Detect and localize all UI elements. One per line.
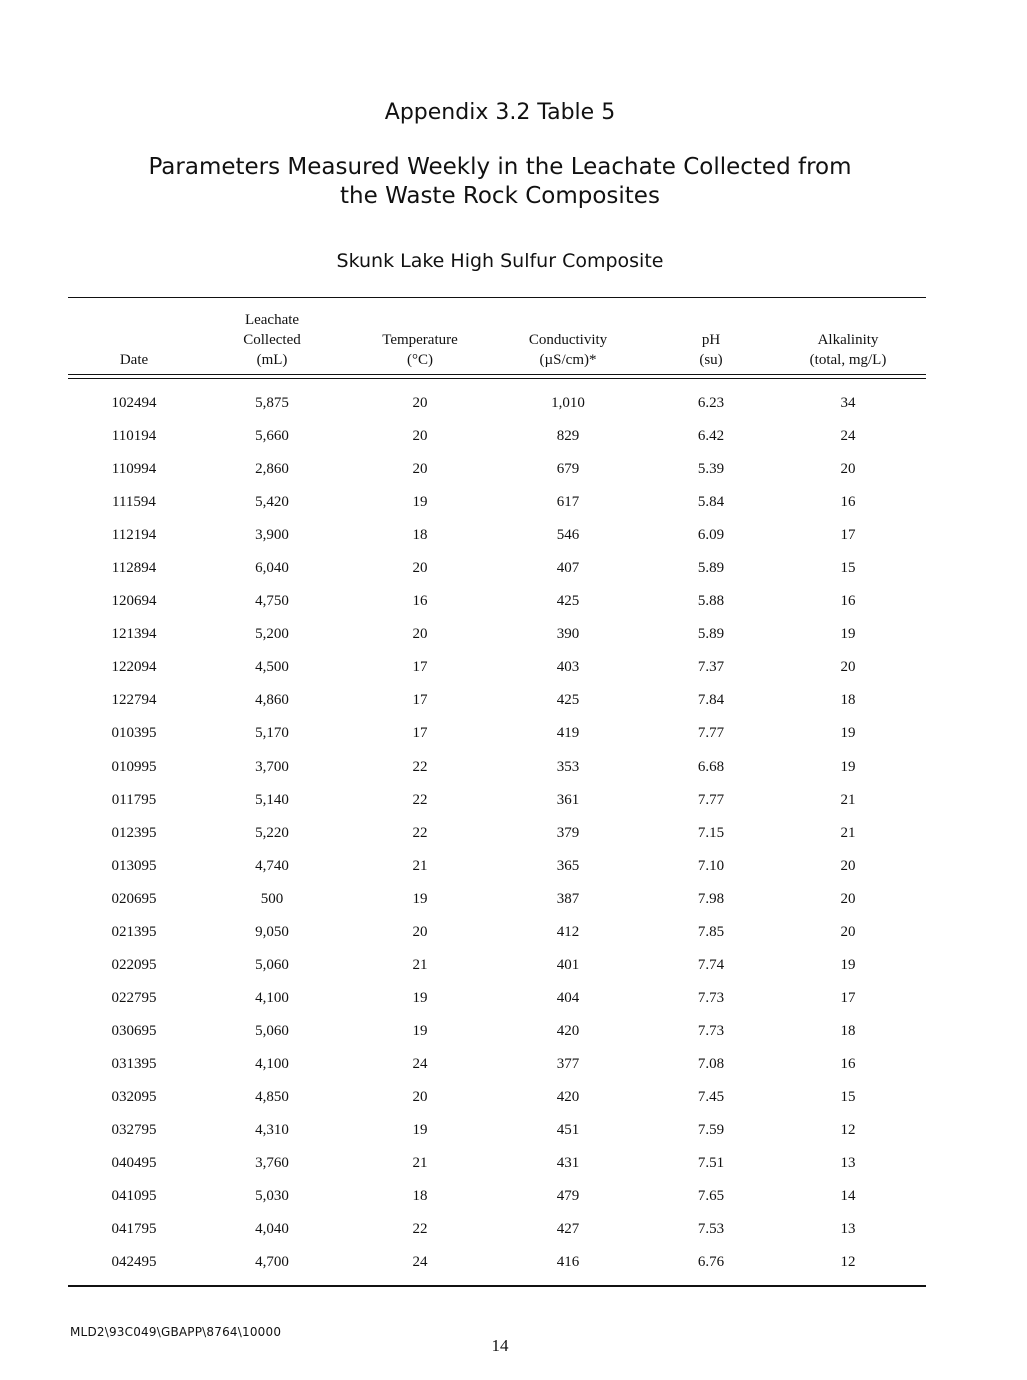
table-row — [68, 919, 926, 952]
table-row — [68, 1018, 926, 1051]
column-header-line: (su) — [699, 352, 723, 368]
cell-leachate-collected: 4,750 — [255, 593, 289, 610]
table-row — [68, 985, 926, 1018]
cell-conductivity: 353 — [556, 758, 580, 775]
cell-alkalinity: 19 — [840, 956, 856, 973]
cell-temperature: 17 — [412, 725, 428, 742]
column-header-date — [88, 350, 180, 370]
cell-alkalinity: 16 — [840, 593, 856, 610]
cell-alkalinity: 19 — [840, 626, 856, 643]
cell-alkalinity: 34 — [840, 395, 856, 411]
column-header-line: Collected — [243, 332, 301, 348]
cell-alkalinity: 20 — [840, 461, 856, 478]
cell-date: 122794 — [111, 692, 157, 709]
cell-alkalinity: 21 — [840, 791, 856, 808]
cell-conductivity: 479 — [556, 1188, 580, 1205]
cell-ph: 7.37 — [697, 659, 725, 676]
table-header-row — [68, 298, 926, 374]
cell-temperature: 20 — [412, 560, 428, 577]
cell-date: 013095 — [111, 857, 157, 874]
cell-temperature: 19 — [412, 1122, 428, 1139]
column-header-line: pH — [701, 332, 721, 348]
cell-conductivity: 420 — [556, 1022, 580, 1039]
cell-date: 121394 — [111, 626, 157, 643]
cell-date: 022795 — [111, 989, 157, 1006]
cell-ph: 5.39 — [697, 461, 725, 478]
column-header-line: Alkalinity — [817, 332, 879, 348]
cell-leachate-collected: 5,420 — [255, 494, 289, 511]
cell-temperature: 22 — [412, 758, 428, 775]
cell-date: 031395 — [111, 1055, 157, 1072]
cell-ph: 7.59 — [697, 1122, 725, 1139]
column-header-conductivity — [512, 330, 624, 370]
cell-ph: 7.51 — [697, 1155, 725, 1172]
table-row — [68, 423, 926, 456]
cell-temperature: 16 — [412, 593, 428, 610]
cell-leachate-collected: 4,850 — [255, 1088, 289, 1105]
cell-temperature: 22 — [412, 1221, 428, 1238]
cell-temperature: 24 — [412, 1055, 428, 1072]
column-header-line: (µS/cm)* — [539, 352, 597, 368]
table-row — [68, 1249, 926, 1282]
table-row — [68, 1216, 926, 1249]
cell-conductivity: 1,010 — [551, 395, 585, 411]
cell-leachate-collected: 5,060 — [255, 1022, 289, 1039]
cell-temperature: 18 — [412, 527, 428, 544]
cell-alkalinity: 17 — [840, 989, 856, 1006]
cell-conductivity: 361 — [556, 791, 580, 808]
cell-date: 122094 — [111, 659, 157, 676]
table-row — [68, 1117, 926, 1150]
cell-date: 110994 — [111, 461, 157, 478]
cell-leachate-collected: 5,660 — [255, 428, 289, 445]
table-bottom-rule — [68, 1285, 926, 1287]
cell-leachate-collected: 5,875 — [255, 395, 289, 411]
cell-date: 040495 — [111, 1155, 157, 1172]
table-row — [68, 522, 926, 555]
cell-ph: 5.84 — [697, 494, 725, 511]
table-row — [68, 555, 926, 588]
cell-date: 021395 — [111, 923, 157, 940]
cell-leachate-collected: 4,040 — [255, 1221, 289, 1238]
cell-conductivity: 379 — [556, 824, 580, 841]
cell-leachate-collected: 5,060 — [255, 956, 289, 973]
cell-conductivity: 416 — [556, 1254, 580, 1271]
cell-alkalinity: 18 — [840, 1022, 856, 1039]
table-row — [68, 456, 926, 489]
column-header-line: (°C) — [407, 352, 433, 368]
cell-leachate-collected: 5,030 — [255, 1188, 289, 1205]
cell-date: 041095 — [111, 1188, 157, 1205]
column-header-line: Conductivity — [528, 332, 608, 348]
cell-leachate-collected: 3,900 — [255, 527, 289, 544]
column-header-line: Date — [119, 352, 149, 368]
table-row — [68, 390, 926, 423]
cell-alkalinity: 19 — [840, 758, 856, 775]
cell-conductivity: 431 — [556, 1155, 580, 1172]
cell-temperature: 20 — [412, 1088, 428, 1105]
cell-date: 120694 — [111, 593, 157, 610]
page-number: 14 — [491, 1336, 509, 1355]
cell-alkalinity: 19 — [840, 725, 856, 742]
cell-ph: 6.23 — [697, 395, 725, 411]
table-row — [68, 588, 926, 621]
cell-date: 030695 — [111, 1022, 157, 1039]
cell-leachate-collected: 5,170 — [255, 725, 289, 742]
cell-temperature: 18 — [412, 1188, 428, 1205]
cell-leachate-collected: 5,200 — [255, 626, 289, 643]
cell-date: 112194 — [111, 527, 157, 544]
cell-ph: 7.08 — [697, 1055, 725, 1072]
cell-leachate-collected: 4,500 — [255, 659, 289, 676]
table-row — [68, 754, 926, 787]
appendix-title: Appendix 3.2 Table 5 — [384, 100, 616, 125]
cell-date: 110194 — [111, 428, 157, 445]
cell-conductivity: 419 — [556, 725, 580, 742]
cell-leachate-collected: 500 — [260, 890, 284, 907]
cell-date: 112894 — [111, 560, 157, 577]
cell-temperature: 22 — [412, 824, 428, 841]
column-header-line: (mL) — [256, 352, 288, 368]
cell-alkalinity: 20 — [840, 659, 856, 676]
cell-temperature: 19 — [412, 989, 428, 1006]
cell-conductivity: 829 — [556, 428, 580, 445]
table-row — [68, 952, 926, 985]
cell-date: 010995 — [111, 758, 157, 775]
table-row — [68, 1084, 926, 1117]
column-header-line: Leachate — [244, 312, 300, 328]
cell-temperature: 22 — [412, 791, 428, 808]
cell-leachate-collected: 4,860 — [255, 692, 289, 709]
table-body — [68, 379, 926, 1285]
cell-leachate-collected: 4,740 — [255, 857, 289, 874]
cell-alkalinity: 20 — [840, 923, 856, 940]
table-row — [68, 1183, 926, 1216]
cell-ph: 5.89 — [697, 626, 725, 643]
cell-leachate-collected: 3,760 — [255, 1155, 289, 1172]
cell-alkalinity: 13 — [840, 1221, 856, 1238]
cell-temperature: 17 — [412, 692, 428, 709]
cell-ph: 7.73 — [697, 1022, 725, 1039]
cell-date: 032795 — [111, 1122, 157, 1139]
cell-conductivity: 425 — [556, 692, 580, 709]
cell-alkalinity: 16 — [840, 1055, 856, 1072]
cell-temperature: 20 — [412, 923, 428, 940]
cell-temperature: 19 — [412, 494, 428, 511]
cell-date: 011795 — [111, 791, 157, 808]
cell-conductivity: 451 — [556, 1122, 580, 1139]
document-title — [0, 153, 1000, 211]
cell-temperature: 21 — [412, 956, 428, 973]
column-header-ph — [681, 330, 741, 370]
cell-date: 012395 — [111, 824, 157, 841]
table-row — [68, 489, 926, 522]
cell-ph: 5.89 — [697, 560, 725, 577]
cell-leachate-collected: 5,220 — [255, 824, 289, 841]
cell-alkalinity: 12 — [840, 1122, 856, 1139]
cell-alkalinity: 17 — [840, 527, 856, 544]
cell-conductivity: 546 — [556, 527, 580, 544]
cell-conductivity: 401 — [556, 956, 580, 973]
document-title-line-2: the Waste Rock Composites — [340, 183, 660, 209]
table-row — [68, 1051, 926, 1084]
cell-ph: 7.74 — [697, 956, 725, 973]
table-row — [68, 687, 926, 720]
cell-temperature: 19 — [412, 1022, 428, 1039]
cell-leachate-collected: 4,100 — [255, 989, 289, 1006]
table-row — [68, 621, 926, 654]
cell-conductivity: 404 — [556, 989, 580, 1006]
cell-alkalinity: 15 — [840, 560, 856, 577]
cell-temperature: 21 — [412, 857, 428, 874]
table-row — [68, 654, 926, 687]
cell-temperature: 17 — [412, 659, 428, 676]
table-row — [68, 787, 926, 820]
column-header-line: Temperature — [382, 332, 458, 348]
cell-date: 041795 — [111, 1221, 157, 1238]
cell-alkalinity: 18 — [840, 692, 856, 709]
cell-leachate-collected: 3,700 — [255, 758, 289, 775]
cell-temperature: 21 — [412, 1155, 428, 1172]
cell-temperature: 20 — [412, 395, 428, 411]
cell-ph: 6.09 — [697, 527, 725, 544]
document-title-line-1: Parameters Measured Weekly in the Leachate Collected from — [148, 154, 852, 180]
cell-date: 102494 — [111, 395, 157, 411]
cell-alkalinity: 15 — [840, 1088, 856, 1105]
cell-conductivity: 407 — [556, 560, 580, 577]
cell-date: 042495 — [111, 1254, 157, 1271]
cell-temperature: 20 — [412, 626, 428, 643]
cell-ph: 7.84 — [697, 692, 725, 709]
cell-alkalinity: 16 — [840, 494, 856, 511]
footer-file-code: MLD2\93C049\GBAPP\8764\10000 — [70, 1325, 282, 1339]
cell-conductivity: 679 — [556, 461, 580, 478]
cell-date: 020695 — [111, 890, 157, 907]
cell-temperature: 24 — [412, 1254, 428, 1271]
table-row — [68, 853, 926, 886]
cell-ph: 6.76 — [697, 1254, 725, 1271]
cell-ph: 6.68 — [697, 758, 725, 775]
cell-ph: 7.85 — [697, 923, 725, 940]
cell-leachate-collected: 4,700 — [255, 1254, 289, 1271]
cell-conductivity: 425 — [556, 593, 580, 610]
cell-ph: 7.98 — [697, 890, 725, 907]
column-header-temperature — [362, 330, 478, 370]
cell-conductivity: 387 — [556, 890, 580, 907]
cell-ph: 5.88 — [697, 593, 725, 610]
cell-leachate-collected: 4,310 — [255, 1122, 289, 1139]
cell-leachate-collected: 5,140 — [255, 791, 289, 808]
cell-date: 010395 — [111, 725, 157, 742]
cell-alkalinity: 24 — [840, 428, 856, 445]
cell-alkalinity: 13 — [840, 1155, 856, 1172]
cell-alkalinity: 21 — [840, 824, 856, 841]
cell-date: 032095 — [111, 1088, 157, 1105]
cell-ph: 7.65 — [697, 1188, 725, 1205]
cell-date: 111594 — [112, 494, 156, 511]
cell-alkalinity: 20 — [840, 857, 856, 874]
cell-date: 022095 — [111, 956, 157, 973]
cell-alkalinity: 12 — [840, 1254, 856, 1271]
cell-ph: 7.77 — [697, 725, 725, 742]
table-row — [68, 886, 926, 919]
column-header-leachate-collected — [231, 310, 313, 370]
cell-conductivity: 617 — [556, 494, 580, 511]
column-header-line: (total, mg/L) — [809, 352, 887, 368]
cell-temperature: 19 — [412, 890, 428, 907]
data-table — [68, 297, 926, 1287]
cell-leachate-collected: 9,050 — [255, 923, 289, 940]
cell-leachate-collected: 4,100 — [255, 1055, 289, 1072]
cell-alkalinity: 14 — [840, 1188, 856, 1205]
cell-conductivity: 412 — [556, 923, 580, 940]
cell-conductivity: 403 — [556, 659, 580, 676]
cell-temperature: 20 — [412, 428, 428, 445]
table-row — [68, 720, 926, 753]
cell-ph: 6.42 — [697, 428, 725, 445]
table-subtitle: Skunk Lake High Sulfur Composite — [336, 250, 664, 272]
cell-conductivity: 420 — [556, 1088, 580, 1105]
cell-ph: 7.73 — [697, 989, 725, 1006]
cell-leachate-collected: 6,040 — [255, 560, 289, 577]
cell-leachate-collected: 2,860 — [255, 461, 289, 478]
cell-conductivity: 365 — [556, 857, 580, 874]
cell-ph: 7.53 — [697, 1221, 725, 1238]
cell-conductivity: 377 — [556, 1055, 580, 1072]
cell-ph: 7.45 — [697, 1088, 725, 1105]
column-header-alkalinity — [798, 330, 898, 370]
cell-ph: 7.15 — [697, 824, 725, 841]
cell-conductivity: 390 — [556, 626, 580, 643]
table-row — [68, 820, 926, 853]
cell-conductivity: 427 — [556, 1221, 580, 1238]
table-row — [68, 1150, 926, 1183]
cell-temperature: 20 — [412, 461, 428, 478]
cell-ph: 7.77 — [697, 791, 725, 808]
cell-ph: 7.10 — [697, 857, 725, 874]
cell-alkalinity: 20 — [840, 890, 856, 907]
